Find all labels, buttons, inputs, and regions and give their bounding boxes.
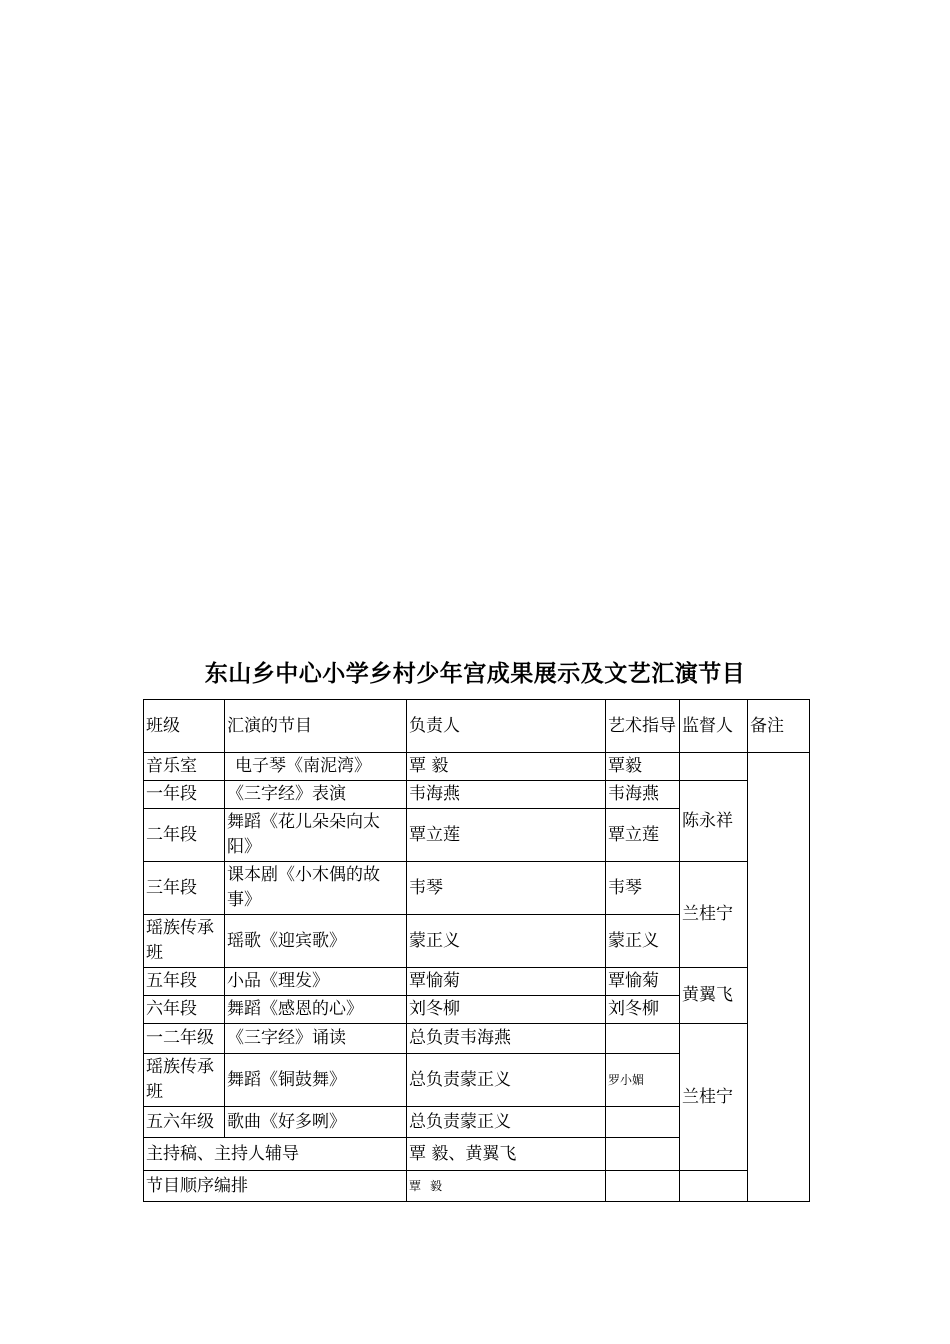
cell-order-person: 覃毅: [407, 1171, 606, 1202]
cell-person: 刘冬柳: [407, 996, 606, 1024]
table-row: [144, 968, 810, 996]
table-row: [144, 1024, 810, 1054]
cell-art-guide: [606, 1138, 680, 1171]
cell-art-guide: [606, 1024, 680, 1054]
cell-class: 瑶族传承班: [144, 1054, 225, 1107]
cell-program: 《三字经》诵读: [225, 1024, 407, 1054]
cell-art-guide: [606, 1171, 680, 1202]
cell-host-person: 覃 毅、黄翼飞: [407, 1138, 606, 1171]
cell-program: 电子琴《南泥湾》: [225, 753, 407, 781]
cell-person: 蒙正义: [407, 915, 606, 968]
cell-class: 三年段: [144, 862, 225, 915]
cell-remarks: [748, 753, 810, 1202]
cell-art-guide: 覃愉菊: [606, 968, 680, 996]
cell-person: 覃愉菊: [407, 968, 606, 996]
cell-person: 总负责韦海燕: [407, 1024, 606, 1054]
header-class: 班级: [144, 700, 225, 753]
cell-art-guide: 蒙正义: [606, 915, 680, 968]
cell-art-guide: 覃毅: [606, 753, 680, 781]
cell-person: 覃 毅: [407, 753, 606, 781]
header-art-guide: 艺术指导: [606, 700, 680, 753]
cell-class: 五年段: [144, 968, 225, 996]
cell-person: 韦琴: [407, 862, 606, 915]
cell-supervisor: 黄翼飞: [680, 968, 748, 1024]
cell-program: 课本剧《小木偶的故事》: [225, 862, 407, 915]
cell-order-label: 节目顺序编排: [144, 1171, 407, 1202]
table-row: [144, 862, 810, 915]
cell-art-guide: 韦琴: [606, 862, 680, 915]
cell-supervisor: 兰桂宁: [680, 862, 748, 968]
cell-program: 小品《理发》: [225, 968, 407, 996]
cell-supervisor-empty: [680, 1171, 748, 1202]
header-program: 汇演的节目: [225, 700, 407, 753]
cell-supervisor-empty: [680, 753, 748, 781]
cell-program: 歌曲《好多咧》: [225, 1107, 407, 1138]
cell-program: 瑶歌《迎宾歌》: [225, 915, 407, 968]
cell-class: 二年段: [144, 809, 225, 862]
cell-art-guide: 刘冬柳: [606, 996, 680, 1024]
header-remarks: 备注: [748, 700, 810, 753]
cell-art-guide: [606, 1107, 680, 1138]
cell-person: 总负责蒙正义: [407, 1107, 606, 1138]
cell-person: 覃立莲: [407, 809, 606, 862]
cell-art-guide: 覃立莲: [606, 809, 680, 862]
table-row: [144, 1171, 810, 1202]
cell-person: 总负责蒙正义: [407, 1054, 606, 1107]
cell-host-label: 主持稿、主持人辅导: [144, 1138, 407, 1171]
cell-person: 韦海燕: [407, 781, 606, 809]
cell-class: 音乐室: [144, 753, 225, 781]
program-table: [143, 699, 810, 1202]
cell-class: 六年段: [144, 996, 225, 1024]
header-supervisor: 监督人: [680, 700, 748, 753]
document-title: 东山乡中心小学乡村少年宫成果展示及文艺汇演节目: [204, 661, 746, 687]
header-person: 负责人: [407, 700, 606, 753]
cell-class: 一二年级: [144, 1024, 225, 1054]
table-row: [144, 753, 810, 781]
cell-art-guide: 罗小媚: [606, 1054, 680, 1107]
cell-class: 五六年级: [144, 1107, 225, 1138]
cell-program: 舞蹈《花儿朵朵向太阳》: [225, 809, 407, 862]
cell-program: 舞蹈《感恩的心》: [225, 996, 407, 1024]
cell-supervisor: 陈永祥: [680, 781, 748, 862]
cell-art-guide: 韦海燕: [606, 781, 680, 809]
cell-program: 《三字经》表演: [225, 781, 407, 809]
table-header-row: [144, 700, 810, 753]
cell-supervisor: 兰桂宁: [680, 1024, 748, 1171]
cell-class: 瑶族传承班: [144, 915, 225, 968]
cell-program: 舞蹈《铜鼓舞》: [225, 1054, 407, 1107]
cell-class: 一年段: [144, 781, 225, 809]
table-row: [144, 781, 810, 809]
